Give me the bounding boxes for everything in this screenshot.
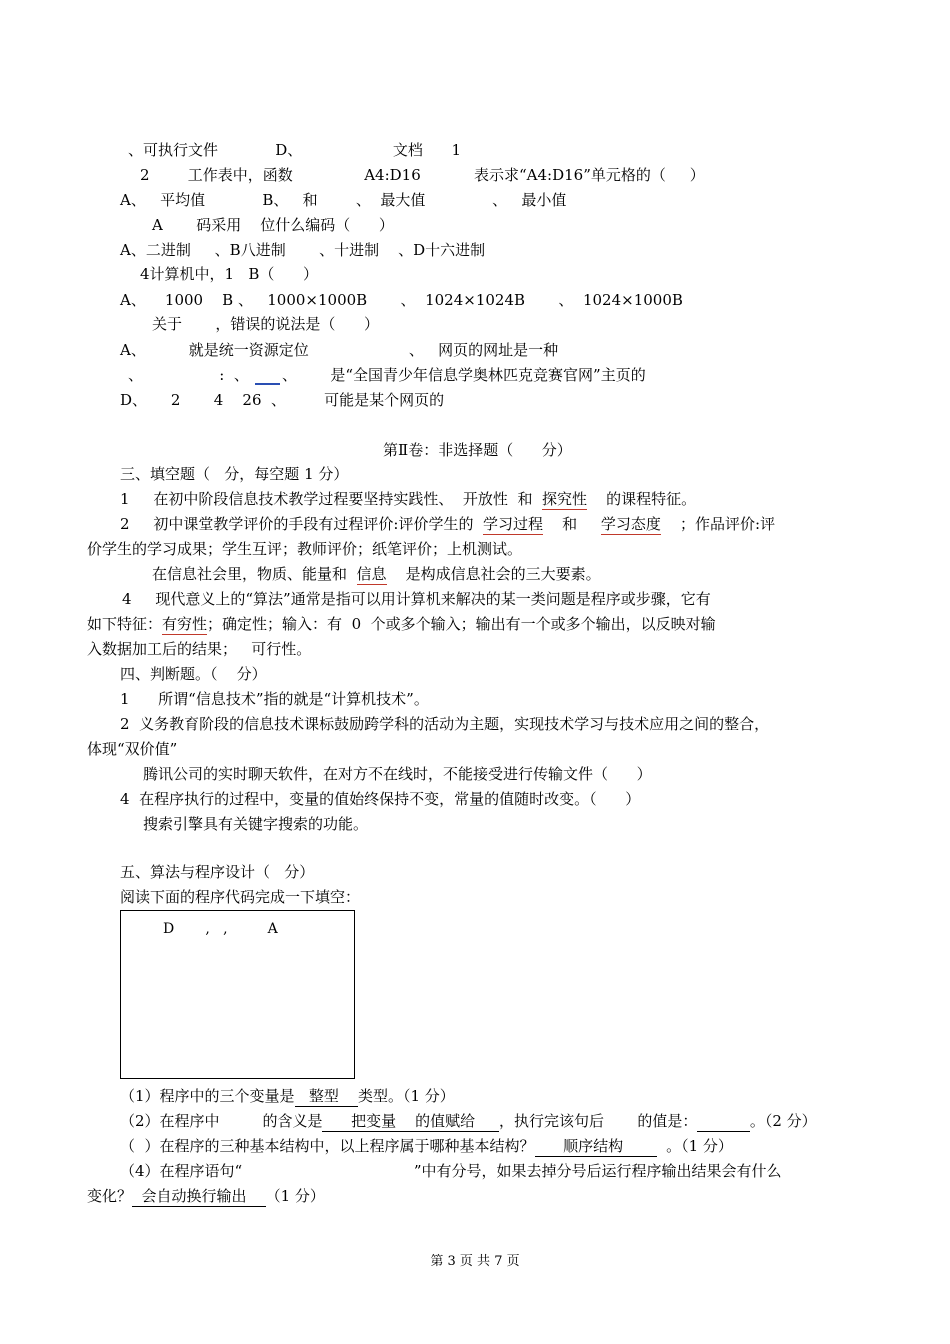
algo-intro: 阅读下面的程序代码完成一下填空： <box>120 888 361 906</box>
fill-q2-line2: 价学生的学习成果；学生互评；教师评价；纸笔评价；上机测试。 <box>87 540 523 558</box>
fill-q2: 2 初中课堂教学评价的手段有过程评价:评价学生的 学习过程 和 学习态度 ；作品评价:评 <box>120 515 776 533</box>
answer: 会自动换行输出 <box>132 1187 266 1205</box>
mc-line-2b: 表示求“A4:D16”单元格的（ ） <box>474 166 705 184</box>
answer: 探究性 <box>542 490 588 508</box>
fill-heading: 三、填空题（ 分，每空题 1 分） <box>120 465 349 483</box>
answer: 学习过程 <box>482 515 543 533</box>
mc-line-1: 、可执行文件 D、 文档 1 <box>128 141 461 159</box>
answer: 信息 <box>356 565 387 583</box>
judge-q2-line1: 2 义务教育阶段的信息技术课标鼓励跨学科的活动为主题，实现技术学习与技术应用之间的整合， <box>120 715 770 733</box>
answer: 整型 <box>294 1087 358 1105</box>
judge-q2-line2: 体现“双价值” <box>87 740 178 758</box>
algo-heading: 五、算法与程序设计（ 分） <box>120 863 315 881</box>
code-text: D , , A <box>163 921 278 937</box>
mc-line-2a: 2 工作表中，函数 A4:D16 <box>140 166 421 184</box>
fill-q4-line3: 入数据加工后的结果； 可行性。 <box>87 640 312 658</box>
algo-q1: （1）程序中的三个变量是 整型 类型。（1 分） <box>120 1087 455 1105</box>
mc-line-8: 关于 ，错误的说法是（ ） <box>152 315 379 333</box>
judge-q1: 1 所谓“信息技术”指的就是“计算机技术”。 <box>120 690 429 708</box>
answer: 学习态度 <box>600 515 661 533</box>
answer: 把变量 的值赋给 <box>322 1112 499 1130</box>
blank <box>697 1112 749 1132</box>
mc-line-6: 4计算机中，1 B（ ） <box>140 265 319 283</box>
algo-q2: （2）在程序中 的含义是 把变量 的值赋给 ，执行完该句后 的值是： 。（2 分） <box>120 1112 817 1130</box>
judge-q5: 搜索引擎具有关键字搜索的功能。 <box>143 815 369 833</box>
code-box <box>120 910 355 1079</box>
fill-q4-line2: 如下特征：有穷性；确定性；输入：有 0 个或多个输入；输出有一个或多个输出，以反映对输 <box>87 615 716 633</box>
algo-q3: （ ）在程序的三种基本结构中，以上程序属于哪种基本结构？ 顺序结构 。（1 分） <box>120 1137 733 1155</box>
section-title: 第Ⅱ卷：非选择题（ 分） <box>383 441 572 459</box>
mc-line-7: A、 1000 B 、 1000×1000B 、 1024×1024B 、 1024×1000B <box>120 291 683 309</box>
mc-line-4: A 码采用 位什么编码（ ） <box>152 216 394 234</box>
page-footer: 第 3 页 共 7 页 <box>430 1254 520 1269</box>
mc-line-11: D、 2 4 26 、 可能是某个网页的 <box>120 391 445 409</box>
mc-line-3: A、 平均值 B、 和 、 最大值 、 最小值 <box>120 191 567 209</box>
fill-q1: 1 在初中阶段信息技术教学过程要坚持实践性、 开放性 和 探究性 的课程特征。 <box>120 490 697 508</box>
answer: 有穷性 <box>162 615 208 633</box>
mc-line-10b: 、 是“全国青少年信息学奥林匹克竞赛官网”主页的 <box>282 366 646 384</box>
mc-line-9: A、 就是统一资源定位 、 网页的网址是一种 <box>120 341 559 359</box>
judge-q3: 腾讯公司的实时聊天软件，在对方不在线时，不能接受进行传输文件（ ） <box>143 765 652 783</box>
fill-q4-line1: 4 现代意义上的“算法”通常是指可以用计算机来解决的某一类问题是程序或步骤，它有 <box>122 590 711 608</box>
fill-q3: 在信息社会里，物质、能量和 信息 是构成信息社会的三大要素。 <box>152 565 601 583</box>
mc-line-10a: 、 : 、 <box>128 366 249 384</box>
answer: 顺序结构 <box>534 1137 657 1155</box>
algo-q4-line1: （4）在程序语句“ ”中有分号，如果去掉分号后运行程序输出结果会有什么 <box>120 1162 782 1180</box>
algo-q4-line2: 变化？ 会自动换行输出 （1 分） <box>87 1187 325 1205</box>
judge-heading: 四、判断题。（ 分） <box>120 665 267 683</box>
blank-underline <box>255 365 280 385</box>
mc-line-5: A、二进制 、B八进制 、十进制 、D十六进制 <box>120 241 486 259</box>
judge-q4: 4 在程序执行的过程中，变量的值始终保持不变，常量的值随时改变。（ ） <box>120 790 641 808</box>
